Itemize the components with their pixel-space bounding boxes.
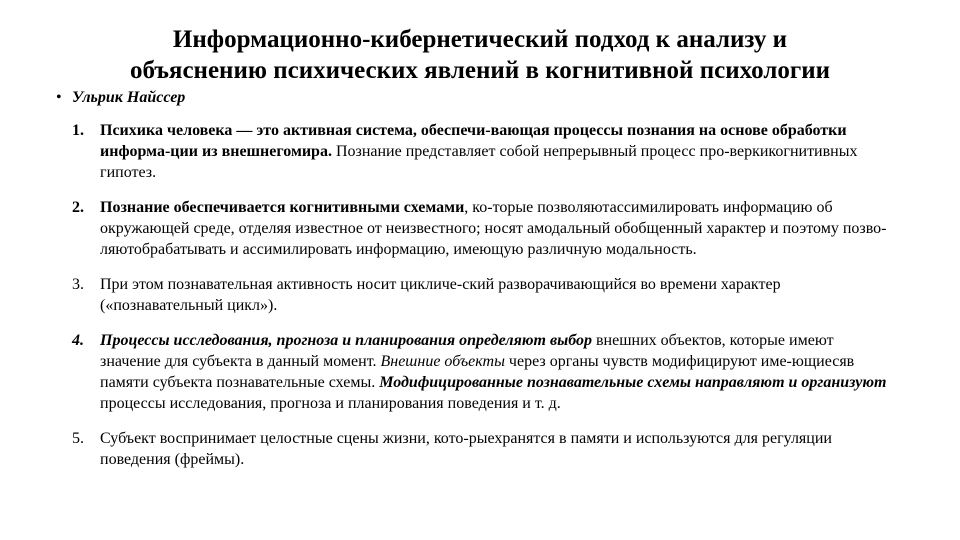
list-item-1 <box>72 120 892 183</box>
author-name: Ульрик Найссер <box>72 89 186 106</box>
item-text: Познание представляет собой непрерывный процесс про-веркикогнитивных гипотез. <box>100 143 858 181</box>
item-number: 1. <box>72 122 84 139</box>
item-bold-text: Познание обеспечивается когнитивными схемами <box>100 199 465 216</box>
slide-title <box>40 24 920 86</box>
item-number: 2. <box>72 199 84 216</box>
item-number: 4. <box>72 332 84 349</box>
item-bold-italic-text: Модифицированные познавательные схемы направляют и организуют <box>379 374 887 391</box>
item-text: через органы чувств модифицируют име-ющиесяв памяти субъекта познавательные схемы. <box>100 353 855 391</box>
item-number: 5. <box>72 430 84 447</box>
item-text: Субъект воспринимает целостные сцены жизни, кото-рыехранятся в памяти и используются для регуляции поведения (фреймы). <box>100 430 832 468</box>
item-text: процессы исследования, прогноза и планирования поведения и т. д. <box>100 395 561 412</box>
numbered-list <box>72 120 892 470</box>
item-bold-text: Психика человека — это активная система, обеспечи-вающая процессы познания на основе обработки информа-ции из внешнегомира. <box>100 122 847 160</box>
author-line <box>56 88 186 108</box>
title-line-1: Информационно-кибернетический подход к анализу и <box>172 26 788 53</box>
item-text: При этом познавательная активность носит цикличе-ский разворачивающийся во времени характер («познавательный цикл»). <box>100 276 781 314</box>
list-item-2 <box>72 197 892 260</box>
title-line-2: объяснению психических явлений в когнитивной психологии <box>129 57 831 84</box>
list-item-3 <box>72 274 892 316</box>
item-number: 3. <box>72 276 84 293</box>
list-item-5 <box>72 428 892 470</box>
list-item-4 <box>72 330 892 414</box>
item-bold-italic-text: Процессы исследования, прогноза и планирования определяют выбор <box>100 332 592 349</box>
bullet-icon: • <box>56 89 62 106</box>
item-italic-text: Внешние объекты <box>380 353 505 370</box>
item-text: , ко-торые позволяютассимилировать информацию об окружающей среде, отделяя известное от неизвестного; носят амодальный обобщенный характер и поэтому позво-ляютобрабатывать и ассимилировать информацию, имеющую различную модальность. <box>100 199 887 258</box>
item-text: внешних объектов, которые имеют значение для субъекта в данный момент. <box>100 332 834 370</box>
